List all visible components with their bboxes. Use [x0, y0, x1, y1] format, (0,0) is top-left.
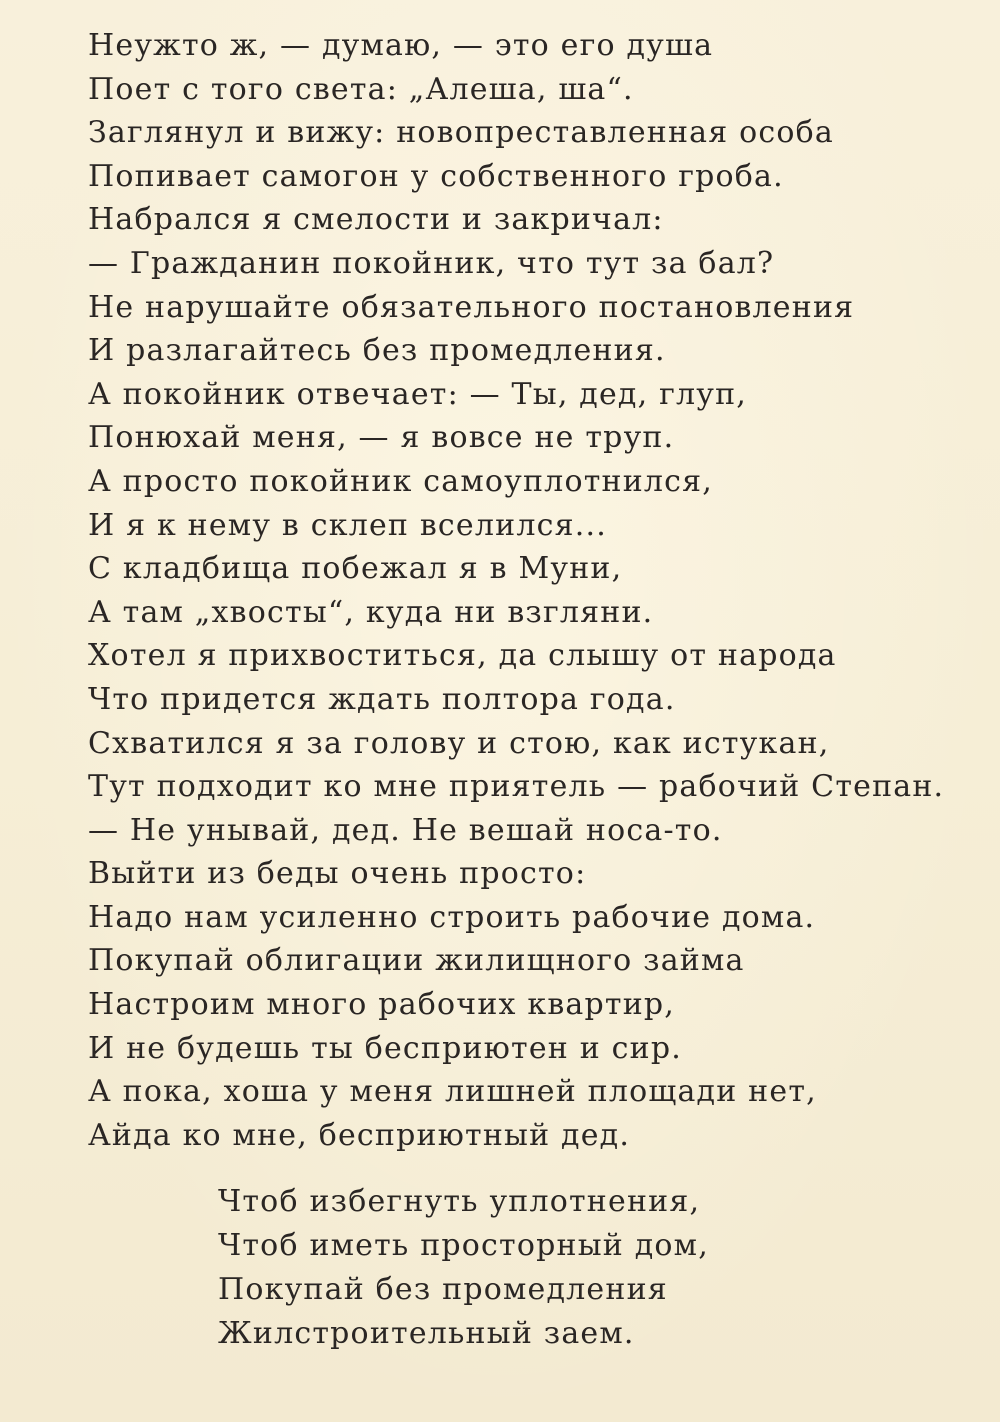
poem-line: И разлагайтесь без промедления.	[88, 333, 666, 369]
stanza-line: Чтоб избегнуть уплотнения,	[218, 1184, 701, 1219]
poem-line: Заглянул и вижу: новопреставленная особа	[88, 115, 834, 151]
poem-line: Поет с того света: „Алеша, ша“.	[88, 71, 634, 107]
poem-line: А просто покойник самоуплотнился,	[88, 463, 714, 499]
poem-line: Тут подходит ко мне приятель — рабочий Степан.	[88, 769, 945, 805]
poem-line: Не нарушайте обязательного постановления	[88, 289, 855, 325]
poem-line: Настроим много рабочих квартир,	[88, 987, 676, 1023]
poem-line: Неужто ж, — думаю, — это его душа	[88, 28, 714, 63]
poem-line: С кладбища побежал я в Муни,	[88, 551, 623, 587]
poem-line: Покупай облигации жилищного займа	[88, 943, 745, 979]
poem-line: И не будешь ты бесприютен и сир.	[88, 1030, 682, 1066]
poem-line: Попивает самогон у собственного гроба.	[88, 158, 784, 194]
poem-line: Айда ко мне, бесприютный дед.	[88, 1117, 631, 1153]
closing-stanza	[218, 1180, 918, 1356]
poem-line: Хотел я прихвоститься, да слышу от народа	[88, 638, 837, 674]
poem-line: А пока, хоша у меня лишней площади нет,	[88, 1074, 817, 1110]
poem-line: Что придется ждать полтора года.	[88, 681, 676, 717]
poem-line: А там „хвосты“, куда ни взгляни.	[88, 594, 654, 630]
poem-line: Надо нам усиленно строить рабочие дома.	[88, 899, 816, 935]
poem-line: А покойник отвечает: — Ты, дед, глуп,	[88, 376, 748, 412]
poem-line: Выйти из беды очень просто:	[88, 856, 587, 892]
stanza-line: Жилстроительный заем.	[218, 1316, 635, 1351]
poem-line: — Гражданин покойник, что тут за бал?	[88, 245, 775, 281]
poem-line: Набрался я смелости и закричал:	[88, 202, 664, 238]
poem-line: И я к нему в склеп вселился...	[88, 507, 607, 543]
poem-line: — Не унывай, дед. Не вешай носа-то.	[88, 812, 723, 848]
poem-main-text	[88, 24, 968, 1157]
stanza-line: Покупай без промедления	[218, 1272, 668, 1307]
poem-line: Схватился я за голову и стою, как истукан,	[88, 725, 830, 761]
poem-line: Понюхай меня, — я вовсе не труп.	[88, 420, 675, 456]
stanza-line: Чтоб иметь просторный дом,	[218, 1228, 709, 1263]
